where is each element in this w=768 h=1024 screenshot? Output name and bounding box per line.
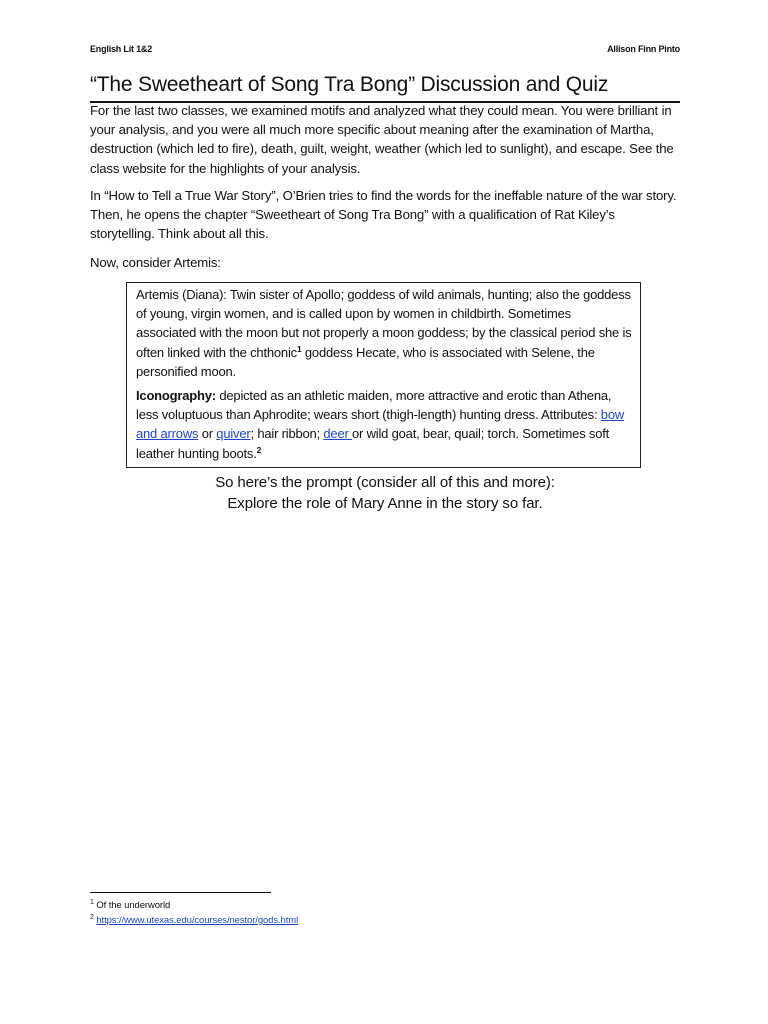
course-name: English Lit 1&2 bbox=[90, 44, 153, 54]
prompt-section bbox=[90, 472, 680, 514]
footnote-2 bbox=[90, 915, 298, 927]
artemis-entry bbox=[136, 285, 632, 381]
footnote-divider bbox=[90, 892, 271, 893]
page-header bbox=[90, 44, 680, 54]
artemis-description-cont: goddess Hecate, who is associated with Selene, the personified moon. bbox=[136, 344, 595, 379]
context-paragraph: In “How to Tell a True War Story”, O’Brien tries to find the words for the ineffable nature of the war story. Then, he opens the chapter “Sweetheart of Song Tra Bong” with a qualification of Rat Kiley’s storytelling. Think about all this. bbox=[90, 188, 677, 242]
source-url-link[interactable]: https://www.utexas.edu/courses/nestor/gods.html bbox=[96, 915, 299, 926]
deer-link[interactable]: deer bbox=[323, 426, 353, 442]
iconography-text: ; hair ribbon; bbox=[250, 426, 324, 442]
iconography-label: Iconography: bbox=[136, 388, 216, 404]
footnote-marker: 2 bbox=[90, 914, 94, 921]
prompt-question: Explore the role of Mary Anne in the story so far. bbox=[227, 495, 543, 512]
artemis-description: Twin sister of Apollo; goddess of wild animals, hunting; also the goddess of young, virgin women, and is called upon by women in childbirth. Sometimes associated with the moon but not properly a moon goddess; by the classical period she is often linked with the chthonic bbox=[136, 287, 632, 360]
author-name: Allison Finn Pinto bbox=[607, 44, 680, 54]
footnote-1 bbox=[90, 900, 170, 912]
footnote-marker: 1 bbox=[90, 899, 94, 906]
intro-paragraph: For the last two classes, we examined motifs and analyzed what they could mean. You were brilliant in your analysis, and you were all much more specific about meaning after the examination of Martha, destruction (which led to fire), death, guilt, weight, weather (which led to sunlight), and escape. See the class website for the highlights of your analysis. bbox=[90, 103, 674, 176]
consider-paragraph: Now, consider Artemis: bbox=[90, 255, 221, 270]
page-title: “The Sweetheart of Song Tra Bong” Discussion and Quiz bbox=[90, 70, 680, 103]
footnote-ref-1[interactable]: 1 bbox=[296, 343, 302, 354]
bow-and-arrows-link[interactable]: bow and arrows bbox=[136, 407, 625, 442]
iconography-entry bbox=[136, 386, 632, 463]
artemis-info-box bbox=[126, 282, 641, 468]
footnote-ref-2[interactable]: 2 bbox=[256, 444, 262, 455]
iconography-text: depicted as an athletic maiden, more attractive and erotic than Athena, less voluptuous than Aphrodite; wears short (thigh-length) hunting dress. Attributes: bbox=[136, 388, 612, 423]
prompt-intro: So here’s the prompt (consider all of this and more): bbox=[215, 474, 555, 491]
artemis-label: Artemis (Diana): bbox=[136, 287, 227, 302]
quiver-link[interactable]: quiver bbox=[216, 426, 251, 442]
iconography-text: or bbox=[198, 426, 217, 442]
iconography-text: or wild goat, bear, quail; torch. Sometimes soft leather hunting boots. bbox=[136, 426, 610, 461]
footnote-text: Of the underworld bbox=[96, 900, 171, 911]
